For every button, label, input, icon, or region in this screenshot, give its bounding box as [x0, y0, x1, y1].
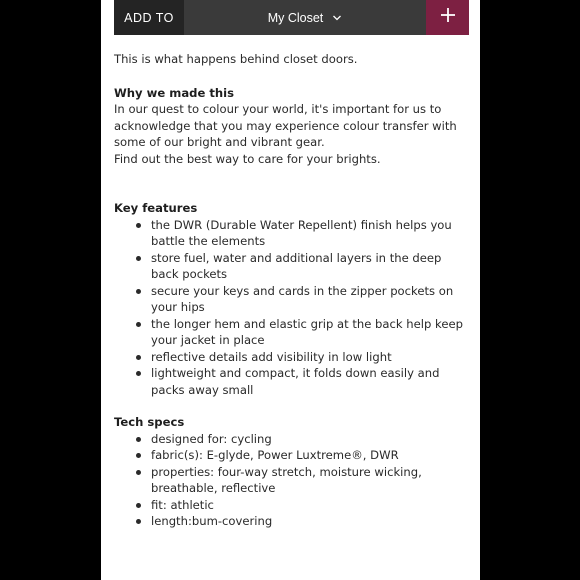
add-to-label: ADD TO [114, 0, 184, 35]
list-item: designed for: cycling [114, 431, 470, 448]
list-item: secure your keys and cards in the zipper pockets on your hips [114, 283, 470, 316]
add-to-closet-button[interactable] [426, 0, 469, 35]
tech-specs-list [114, 431, 470, 530]
why-we-made-this-body: In our quest to colour your world, it's important for us to acknowledge that you may experience colour transfer with some of our bright and vibrant gear. [114, 102, 457, 149]
list-item: fit: athletic [114, 497, 470, 514]
intro-text: This is what happens behind closet doors. [114, 52, 358, 66]
list-item: the longer hem and elastic grip at the back help keep your jacket in place [114, 316, 470, 349]
list-item: the DWR (Durable Water Repellent) finish helps you battle the elements [114, 217, 470, 250]
list-item: fabric(s): E-glyde, Power Luxtreme®, DWR [114, 447, 470, 464]
list-item: length:bum-covering [114, 513, 470, 530]
product-description-panel [101, 0, 480, 580]
list-item: store fuel, water and additional layers in the deep back pockets [114, 250, 470, 283]
tech-specs-heading: Tech specs [114, 415, 185, 429]
key-features-heading: Key features [114, 201, 198, 215]
closet-dropdown-label: My Closet [267, 10, 324, 25]
why-we-made-this-heading: Why we made this [114, 85, 235, 100]
chevron-down-icon [332, 13, 342, 23]
description-content [114, 51, 470, 530]
list-item: properties: four-way stretch, moisture wicking, breathable, reflective [114, 464, 470, 497]
care-instructions-text: Find out the best way to care for your brights. [114, 151, 381, 166]
list-item: lightweight and compact, it folds down easily and packs away small [114, 365, 470, 398]
key-features-list [114, 217, 470, 399]
closet-toolbar [114, 0, 469, 35]
closet-dropdown[interactable] [184, 0, 426, 35]
list-item: reflective details add visibility in low light [114, 349, 470, 366]
plus-icon [440, 7, 456, 28]
